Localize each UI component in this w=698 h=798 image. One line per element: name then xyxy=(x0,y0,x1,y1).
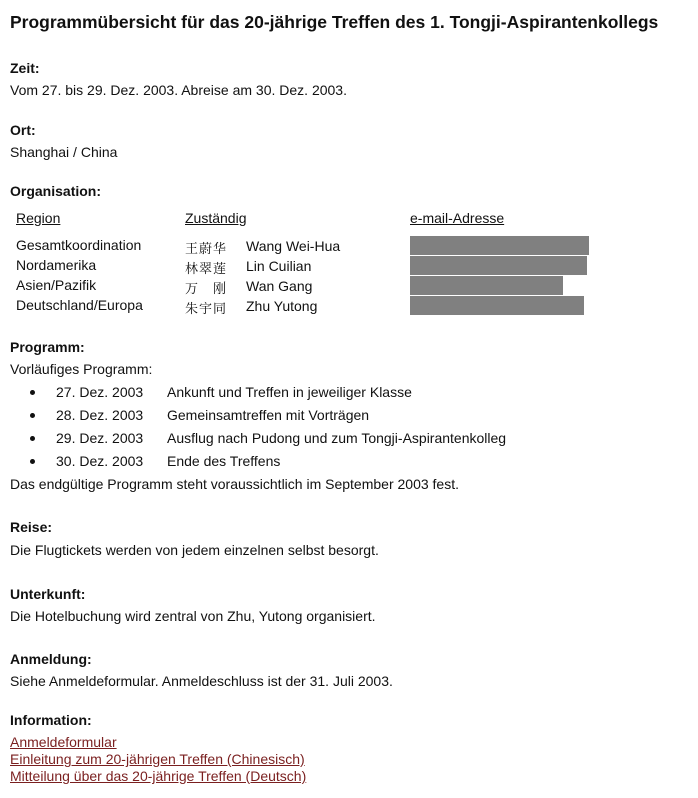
redacted-email xyxy=(410,296,584,315)
org-region: Nordamerika xyxy=(16,257,97,273)
unterkunft-text: Die Hotelbuchung wird zentral von Zhu, Yutong organisiert. xyxy=(10,608,376,624)
link-anmeldeformular[interactable]: Anmeldeformular xyxy=(10,734,117,750)
programm-note: Das endgültige Programm steht voraussichtlich im September 2003 fest. xyxy=(10,476,459,492)
column-header-zustaendig: Zuständig xyxy=(185,210,247,226)
redacted-email xyxy=(410,256,587,275)
programm-description: Ende des Treffens xyxy=(167,453,281,469)
column-header-region: Region xyxy=(16,210,61,226)
programm-description: Ankunft und Treffen in jeweiliger Klasse xyxy=(167,384,412,400)
bullet-icon xyxy=(30,436,35,441)
org-chinese-name: 林翠莲 xyxy=(185,262,228,277)
org-region: Gesamtkoordination xyxy=(16,237,142,253)
programm-intro: Vorläufiges Programm: xyxy=(10,361,153,377)
ort-text: Shanghai / China xyxy=(10,144,118,160)
bullet-icon xyxy=(30,413,35,418)
programm-date: 29. Dez. 2003 xyxy=(56,430,144,446)
reise-text: Die Flugtickets werden von jedem einzelnen selbst besorgt. xyxy=(10,542,379,558)
org-person-name: Zhu Yutong xyxy=(246,298,318,314)
programm-date: 28. Dez. 2003 xyxy=(56,407,144,423)
redacted-email xyxy=(410,236,589,255)
programm-date: 27. Dez. 2003 xyxy=(56,384,144,400)
page-title: Programmübersicht für das 20-jährige Treffen des 1. Tongji-Aspirantenkollegs xyxy=(10,12,659,32)
reise-heading: Reise: xyxy=(10,519,53,535)
link-mitteilung-deutsch[interactable]: Mitteilung über das 20-jährige Treffen (Deutsch) xyxy=(10,768,307,784)
redacted-email xyxy=(410,276,563,295)
org-region: Asien/Pazifik xyxy=(16,277,97,293)
programm-date: 30. Dez. 2003 xyxy=(56,453,144,469)
anmeldung-text: Siehe Anmeldeformular. Anmeldeschluss ist der 31. Juli 2003. xyxy=(10,673,393,689)
unterkunft-heading: Unterkunft: xyxy=(10,586,86,602)
programm-heading: Programm: xyxy=(10,339,85,355)
programm-description: Gemeinsamtreffen mit Vorträgen xyxy=(167,407,370,423)
zeit-text: Vom 27. bis 29. Dez. 2003. Abreise am 30. Dez. 2003. xyxy=(10,82,347,98)
bullet-icon xyxy=(30,390,35,395)
org-chinese-name: 朱宇同 xyxy=(185,302,228,317)
organisation-heading: Organisation: xyxy=(10,183,102,199)
bullet-icon xyxy=(30,459,35,464)
org-region: Deutschland/Europa xyxy=(16,297,143,313)
link-einleitung-chinesisch[interactable]: Einleitung zum 20-jährigen Treffen (Chinesisch) xyxy=(10,751,305,767)
org-person-name: Wan Gang xyxy=(246,278,313,294)
org-person-name: Lin Cuilian xyxy=(246,258,312,274)
zeit-heading: Zeit: xyxy=(10,60,40,76)
org-person-name: Wang Wei-Hua xyxy=(246,238,341,254)
column-header-email: e-mail-Adresse xyxy=(410,210,505,226)
ort-heading: Ort: xyxy=(10,122,36,138)
org-chinese-name: 万 刚 xyxy=(185,282,228,297)
information-heading: Information: xyxy=(10,712,92,728)
programm-description: Ausflug nach Pudong und zum Tongji-Aspirantenkolleg xyxy=(167,430,507,446)
anmeldung-heading: Anmeldung: xyxy=(10,651,92,667)
org-chinese-name: 王蔚华 xyxy=(185,242,228,257)
